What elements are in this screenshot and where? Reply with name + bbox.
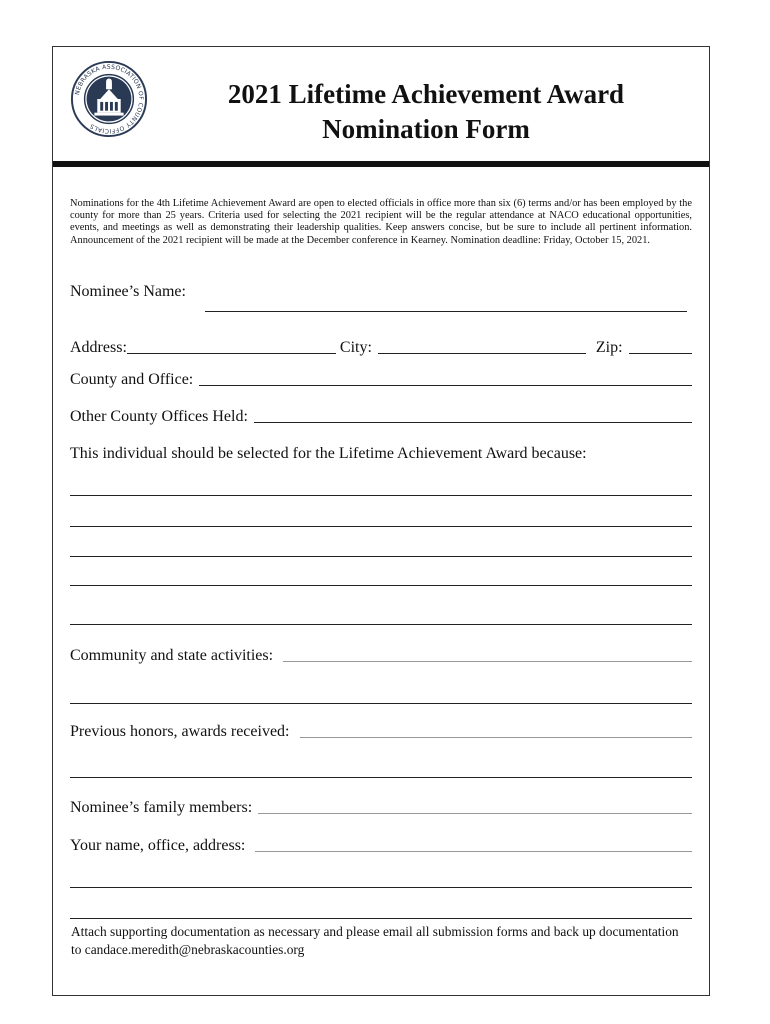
form-title — [153, 77, 699, 147]
form-title-line2: Nomination Form — [322, 114, 530, 144]
form-title-line1: 2021 Lifetime Achievement Award — [227, 79, 625, 109]
reason-line-4[interactable] — [70, 585, 692, 586]
honors-field — [70, 723, 692, 741]
zip-input-line[interactable] — [629, 352, 692, 354]
your-info-line-2[interactable] — [70, 887, 692, 888]
address-input-line[interactable] — [127, 352, 336, 354]
attach-instructions: Attach supporting documentation as necessary and please email all submission forms and back up documentation to candace.meredith@nebraskacounties.org — [71, 924, 679, 957]
honors-input-line[interactable] — [300, 736, 693, 738]
your-info-label: Your name, office, address: — [70, 837, 246, 854]
county-office-input-line[interactable] — [199, 384, 692, 386]
county-seal-logo — [70, 60, 148, 138]
county-office-label: County and Office: — [70, 371, 194, 388]
community-field — [70, 647, 692, 665]
other-offices-input-line[interactable] — [254, 421, 692, 423]
address-label: Address: — [70, 339, 127, 356]
other-offices-label: Other County Offices Held: — [70, 408, 248, 425]
reason-line-2[interactable] — [70, 526, 692, 527]
city-input-line[interactable] — [378, 352, 586, 354]
other-offices-field — [70, 408, 692, 426]
reason-line-3[interactable] — [70, 556, 692, 557]
community-label: Community and state activities: — [70, 647, 274, 664]
reason-prompt — [70, 445, 692, 463]
intro-paragraph: Nominations for the 4th Lifetime Achievement Award are open to elected officials in office more than six (6) terms and/or has been employed by the county for more than 25 years. Criteria used for selecting the 2021 recipient will be the regular attendance at NACO educational opportunities, events, and meetings as well as demonstrating their leadership qualities. Keep answers concise, but be sure to include all pertinent information. Announcement of the 2021 recipient will be made at the December conference in Kearney. Nomination deadline: Friday, October 15, 2021. — [70, 198, 692, 246]
family-input-line[interactable] — [258, 812, 692, 814]
nominee-name-field — [70, 283, 692, 301]
header-divider — [53, 161, 709, 167]
community-line-2[interactable] — [70, 703, 692, 704]
address-row — [70, 339, 692, 357]
reason-line-1[interactable] — [70, 495, 692, 496]
family-field — [70, 799, 692, 817]
your-info-line-3[interactable] — [70, 918, 692, 919]
form-frame — [52, 46, 710, 996]
your-info-input-line[interactable] — [255, 850, 692, 852]
honors-line-2[interactable] — [70, 777, 692, 778]
family-label: Nominee’s family members: — [70, 799, 253, 816]
reason-line-5[interactable] — [70, 624, 692, 625]
nominee-name-label: Nominee’s Name: — [70, 283, 186, 300]
your-info-field — [70, 837, 692, 855]
honors-label: Previous honors, awards received: — [70, 723, 290, 740]
county-office-field — [70, 371, 692, 389]
reason-label: This individual should be selected for the Lifetime Achievement Award because: — [70, 445, 587, 462]
community-input-line[interactable] — [283, 660, 692, 662]
city-label: City: — [339, 339, 372, 356]
zip-label: Zip: — [595, 339, 623, 356]
svg-text:NEBRASKA ASSOCIATION OF COUNTY: NEBRASKA ASSOCIATION OF COUNTY OFFICIALS — [74, 63, 145, 135]
nominee-name-input-line[interactable] — [205, 311, 687, 312]
form-header — [53, 47, 709, 163]
